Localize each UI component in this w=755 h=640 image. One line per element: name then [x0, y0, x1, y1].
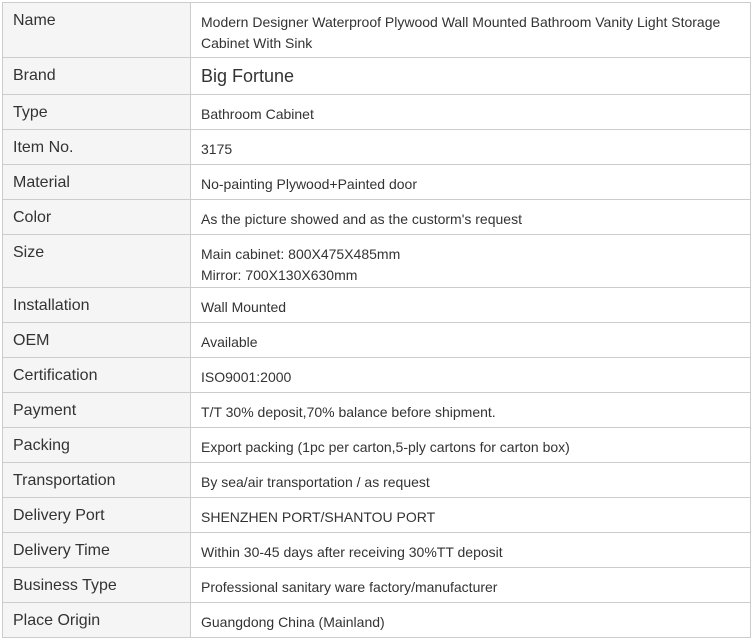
row-label: Material [3, 165, 191, 200]
table-row [3, 323, 751, 358]
value-line: Mirror: 700X130X630mm [201, 267, 358, 283]
table-row [3, 533, 751, 568]
row-value [191, 533, 751, 568]
value-line: Professional sanitary ware factory/manufacturer [201, 579, 498, 595]
value-line: SHENZHEN PORT/SHANTOU PORT [201, 509, 436, 525]
value-line: No-painting Plywood+Painted door [201, 176, 417, 192]
row-value [191, 358, 751, 393]
table-row [3, 603, 751, 638]
value-line: Bathroom Cabinet [201, 106, 314, 122]
table-row [3, 58, 751, 95]
row-value [191, 568, 751, 603]
row-label: Packing [3, 428, 191, 463]
table-row [3, 3, 751, 58]
value-line: Guangdong China (Mainland) [201, 614, 385, 630]
table-row [3, 200, 751, 235]
row-label: Delivery Port [3, 498, 191, 533]
table-row [3, 393, 751, 428]
row-label: Certification [3, 358, 191, 393]
row-value [191, 3, 751, 58]
row-value [191, 393, 751, 428]
table-row [3, 568, 751, 603]
table-row [3, 235, 751, 288]
value-line: By sea/air transportation / as request [201, 474, 430, 490]
row-value [191, 603, 751, 638]
row-label: OEM [3, 323, 191, 358]
value-line: Cabinet With Sink [201, 35, 313, 51]
row-label: Color [3, 200, 191, 235]
product-spec-table [2, 2, 751, 638]
row-value [191, 165, 751, 200]
table-row [3, 288, 751, 323]
row-label: Brand [3, 58, 191, 95]
table-row [3, 165, 751, 200]
row-value [191, 288, 751, 323]
value-line: As the picture showed and as the custorm's request [201, 211, 522, 227]
value-line: ISO9001:2000 [201, 369, 292, 385]
row-label: Type [3, 95, 191, 130]
value-line: Modern Designer Waterproof Plywood Wall Mounted Bathroom Vanity Light Storage [201, 14, 721, 30]
row-label: Item No. [3, 130, 191, 165]
row-label: Name [3, 3, 191, 58]
row-value [191, 130, 751, 165]
table-row [3, 130, 751, 165]
table-row [3, 428, 751, 463]
value-line: Main cabinet: 800X475X485mm [201, 246, 401, 262]
row-value [191, 323, 751, 358]
value-line: Available [201, 334, 258, 350]
value-line: Wall Mounted [201, 299, 287, 315]
value-line: Big Fortune [201, 66, 295, 86]
table-row [3, 95, 751, 130]
row-value [191, 58, 751, 95]
value-line: Export packing (1pc per carton,5-ply cartons for carton box) [201, 439, 570, 455]
value-line: Within 30-45 days after receiving 30%TT deposit [201, 544, 503, 560]
row-label: Payment [3, 393, 191, 428]
row-label: Business Type [3, 568, 191, 603]
row-value [191, 95, 751, 130]
table-row [3, 498, 751, 533]
table-row [3, 358, 751, 393]
row-label: Installation [3, 288, 191, 323]
row-value [191, 200, 751, 235]
row-value [191, 498, 751, 533]
table-row [3, 463, 751, 498]
row-label: Transportation [3, 463, 191, 498]
value-line: T/T 30% deposit,70% balance before shipment. [201, 404, 496, 420]
row-label: Place Origin [3, 603, 191, 638]
row-value [191, 428, 751, 463]
row-label: Size [3, 235, 191, 288]
row-value [191, 463, 751, 498]
row-label: Delivery Time [3, 533, 191, 568]
value-line: 3175 [201, 141, 233, 157]
row-value [191, 235, 751, 288]
